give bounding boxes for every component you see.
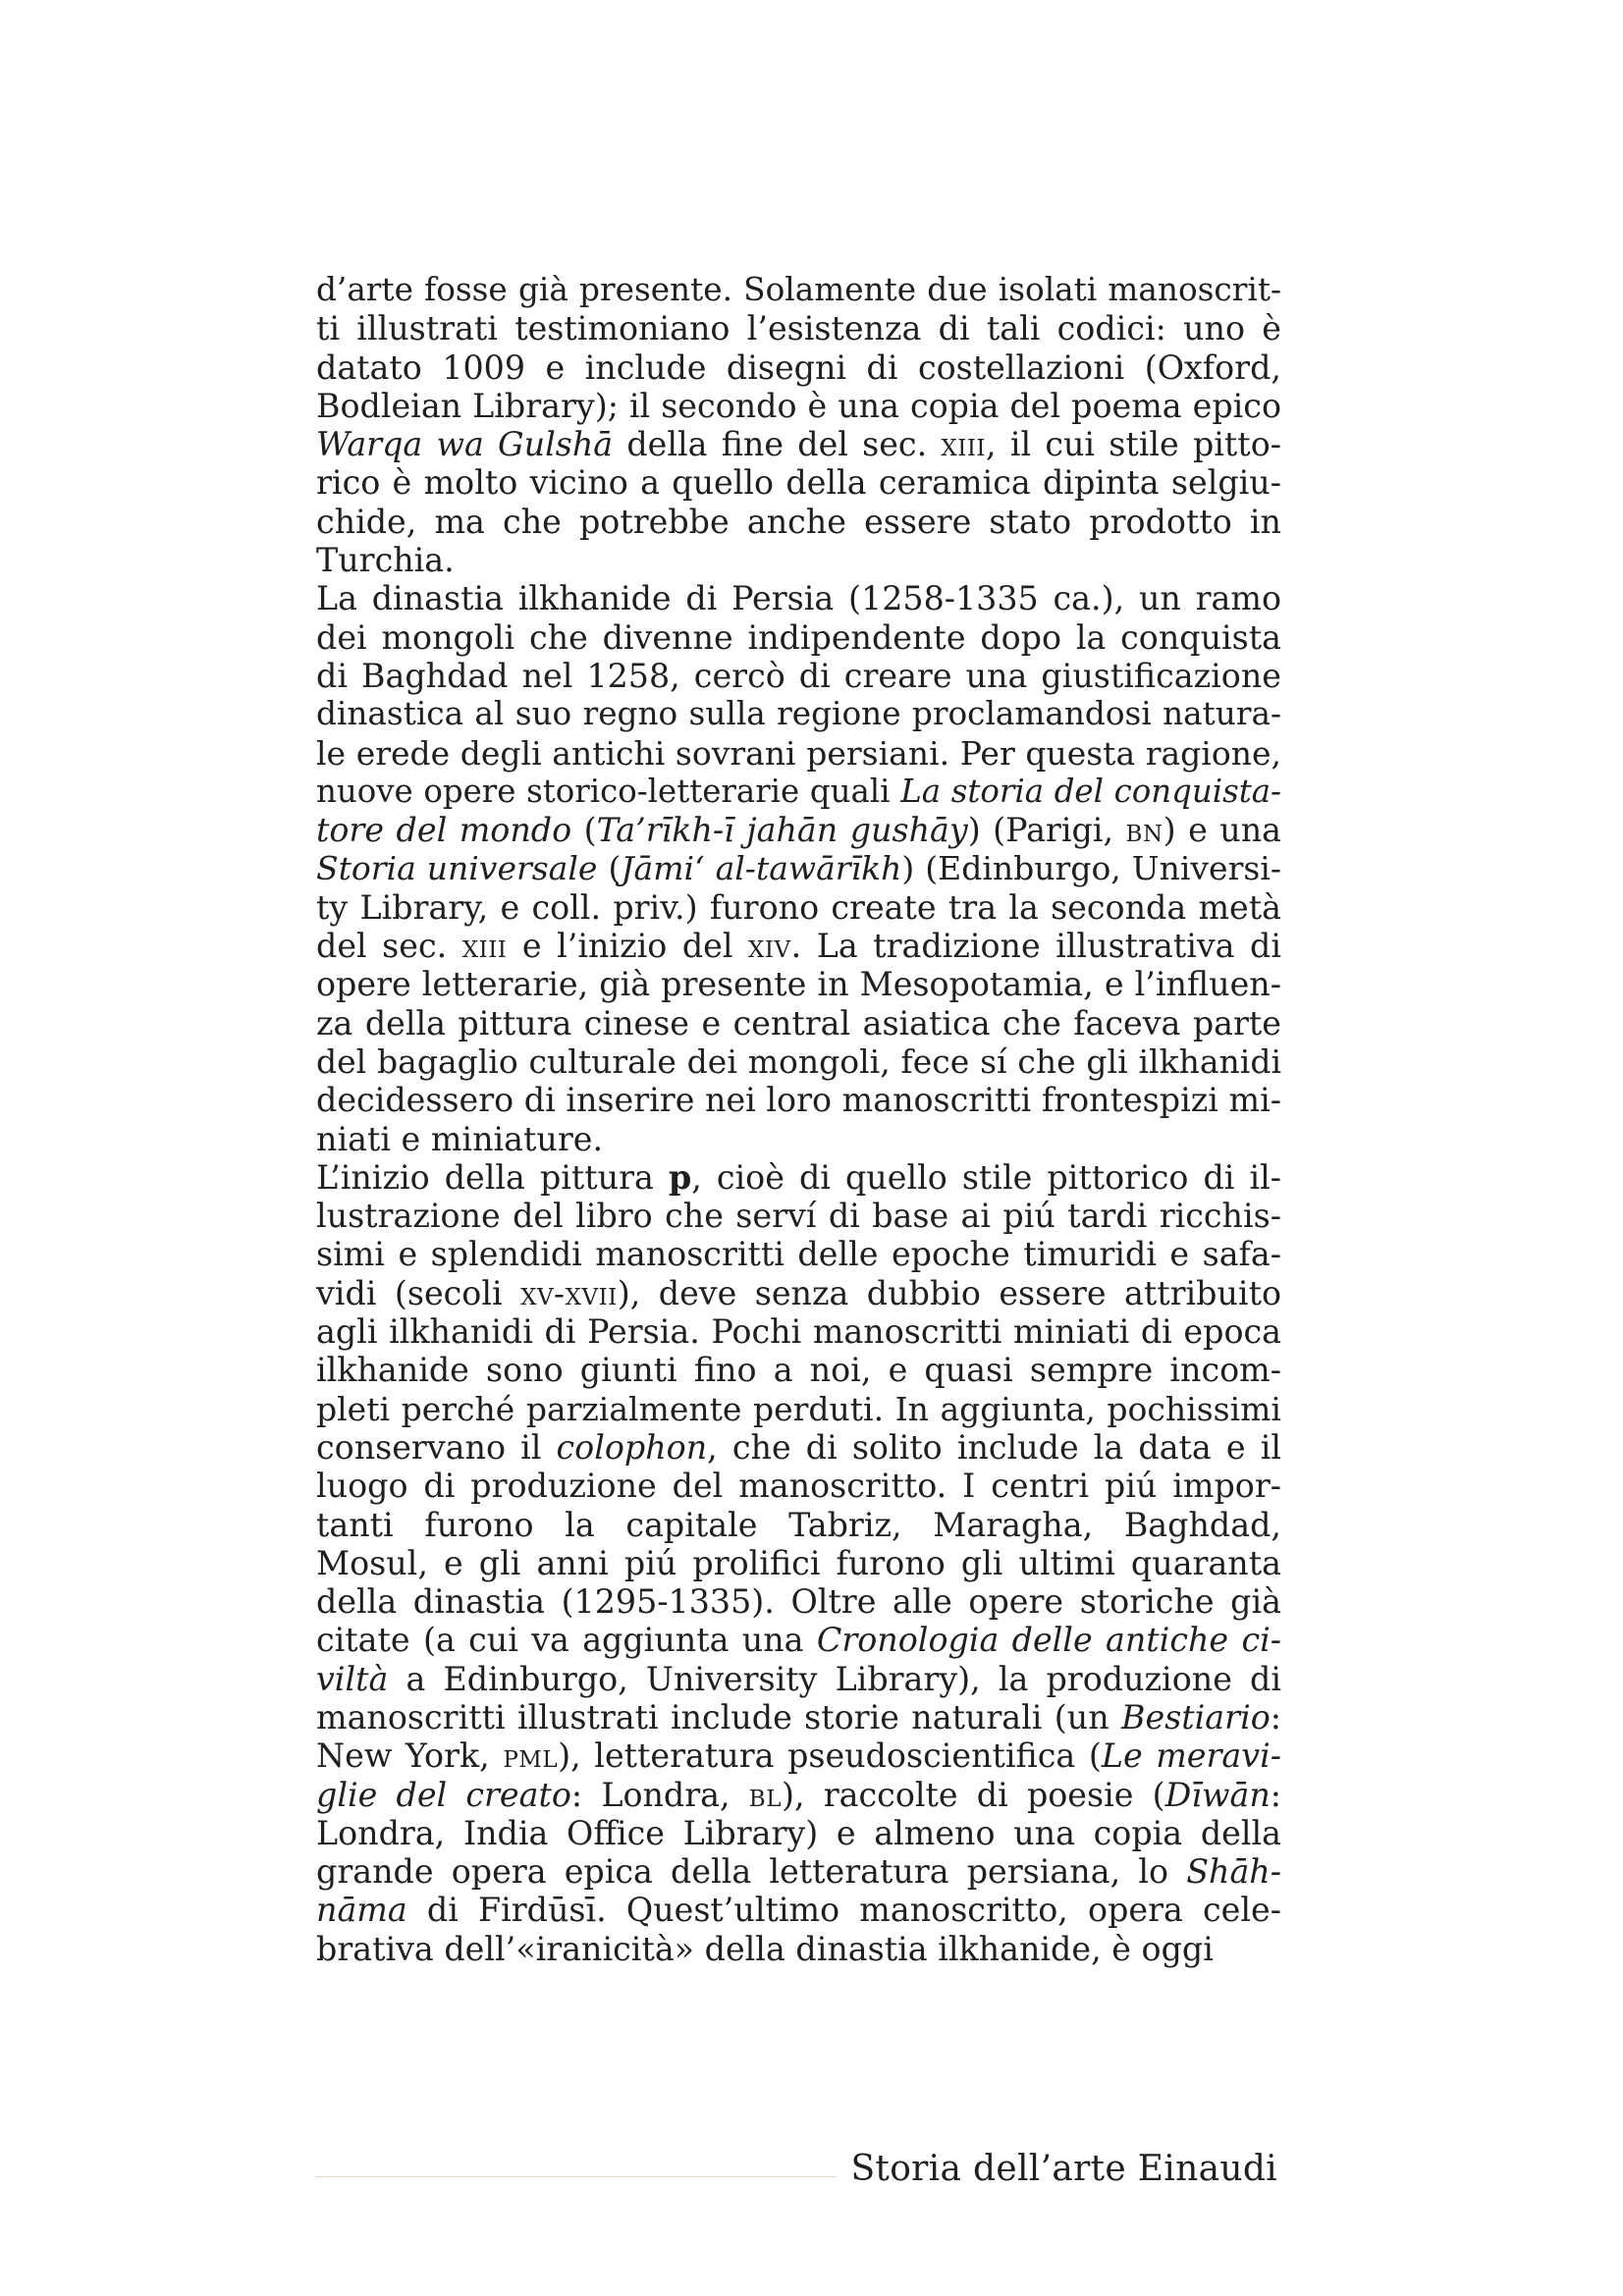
text-line — [316, 965, 1281, 1003]
text-run: ) (Parigi, — [967, 811, 1126, 850]
text-run: ( — [571, 811, 597, 850]
italic-text: glie del creato — [316, 1775, 571, 1814]
text-line — [316, 618, 1281, 657]
text-line — [316, 425, 1281, 463]
text-run: ), raccolte di poesie ( — [781, 1775, 1165, 1814]
text-line — [316, 1660, 1281, 1698]
text-run: Mosul, e gli anni piú prolifici furono gli ultimi quaranta — [316, 1543, 1281, 1582]
paragraph — [316, 271, 1281, 579]
italic-text: Jāmi‘ al-tawārīkh — [621, 849, 902, 888]
text-line — [316, 1698, 1281, 1736]
body-text — [316, 271, 1281, 1968]
text-run: della fine del sec. — [613, 425, 942, 464]
text-run: ), deve senza dubbio essere attribuito — [617, 1273, 1281, 1312]
text-run: La dinastia ilkhanide di Persia (1258-1335 ca.), un ramo — [316, 579, 1281, 618]
small-caps-text: xv-xvii — [520, 1274, 618, 1312]
text-line — [316, 1930, 1281, 1968]
text-run: : — [1270, 1697, 1281, 1736]
text-line — [316, 1582, 1281, 1621]
text-run: ti illustrati testimoniano l’esistenza di tali codici: uno è — [316, 309, 1281, 348]
text-line — [316, 773, 1281, 811]
text-run: del sec. — [316, 927, 462, 966]
text-line — [316, 1506, 1281, 1544]
text-line — [316, 657, 1281, 695]
text-run: opere letterarie, già presente in Mesopotamia, e l’influen- — [316, 965, 1281, 1004]
text-run: Bodleian Library); il secondo è una copia del poema epico — [316, 386, 1281, 425]
text-run: ) e una — [1163, 811, 1282, 850]
text-run: rico è molto vicino a quello della ceramica dipinta selgiu- — [316, 463, 1281, 503]
text-line — [316, 1004, 1281, 1042]
text-run: decidessero di inserire nei loro manoscritti frontespizi mi- — [316, 1081, 1281, 1120]
text-run: agli ilkhanidi di Persia. Pochi manoscritti miniati di epoca — [316, 1312, 1281, 1352]
text-run: pleti perché parzialmente perduti. In aggiunta, pochissimi — [316, 1389, 1281, 1428]
text-run: luogo di produzione del manoscritto. I centri piú impor- — [316, 1467, 1281, 1506]
italic-text: La storia del conquista- — [900, 772, 1281, 810]
text-line — [316, 1428, 1281, 1467]
text-line — [316, 348, 1281, 387]
text-line — [316, 1390, 1281, 1428]
small-caps-text: bl — [748, 1776, 782, 1814]
text-run: d’arte fosse già presente. Solamente due isolati manoscrit- — [316, 271, 1281, 308]
italic-text: Warqa wa Gulshā — [316, 425, 614, 464]
bold-text: p — [668, 1157, 692, 1197]
text-run: , cioè di quello stile pittorico di il- — [691, 1157, 1281, 1197]
text-run: manoscritti illustrati include storie naturali (un — [316, 1697, 1122, 1736]
text-run: a Edinburgo, University Library), la produzione di — [388, 1659, 1281, 1698]
text-line — [316, 387, 1281, 425]
text-run: za della pittura cinese e central asiatica che faceva parte — [316, 1003, 1281, 1042]
paragraph — [316, 1158, 1281, 1968]
text-line — [316, 463, 1281, 502]
text-line — [316, 1081, 1281, 1119]
text-run: simi e splendidi manoscritti delle epoche timuridi e safa- — [316, 1235, 1281, 1274]
text-line — [316, 927, 1281, 965]
paragraph — [316, 579, 1281, 1157]
text-line — [316, 1544, 1281, 1582]
text-run: ilkhanide sono giunti fino a noi, e quasi sempre incom- — [316, 1351, 1281, 1390]
text-run: Turchia. — [316, 541, 455, 580]
text-run: chide, ma che potrebbe anche essere stato prodotto in — [316, 502, 1281, 541]
text-line — [316, 811, 1281, 849]
text-line — [316, 849, 1281, 887]
italic-text: Shāh- — [1186, 1852, 1281, 1892]
text-line — [316, 695, 1281, 733]
italic-text: Dīwān — [1164, 1775, 1271, 1814]
text-run: New York, — [316, 1736, 504, 1776]
small-caps-text: xiv — [748, 928, 791, 966]
italic-text: colophon — [556, 1427, 708, 1467]
italic-text: Cronologia delle antiche ci- — [816, 1621, 1281, 1660]
footer-title: Storia dell’arte Einaudi — [850, 2149, 1277, 2189]
text-run: citate (a cui va aggiunta una — [316, 1621, 817, 1660]
text-line — [316, 541, 1281, 579]
text-run: L’inizio della pittura — [316, 1157, 669, 1197]
text-line — [316, 309, 1281, 347]
text-run: datato 1009 e include disegni di costellazioni (Oxford, — [316, 347, 1281, 387]
italic-text: tore del mondo — [316, 811, 572, 850]
text-line — [316, 1621, 1281, 1659]
italic-text: Storia universale — [316, 849, 598, 888]
text-run: le erede degli antichi sovrani persiani. Per questa ragione, — [316, 733, 1281, 773]
italic-text: Le meravi- — [1101, 1736, 1281, 1776]
text-run: nuove opere storico-letterarie quali — [316, 772, 901, 810]
text-line — [316, 1467, 1281, 1505]
text-run: . La tradizione illustrativa di — [790, 927, 1281, 966]
text-line — [316, 579, 1281, 617]
text-run: ), letteratura pseudoscientifica ( — [558, 1736, 1102, 1776]
text-run: brativa dell’«iranicità» della dinastia ilkhanide, è oggi — [316, 1929, 1214, 1968]
small-caps-text: xiii — [461, 928, 508, 966]
text-line — [316, 888, 1281, 927]
text-line — [316, 1120, 1281, 1158]
italic-text: Ta’rīkh-ī jahān gushāy — [596, 811, 968, 850]
text-run: dinastica al suo regno sulla regione proclamandosi natura- — [316, 695, 1281, 733]
text-line — [316, 1776, 1281, 1814]
small-caps-text: pml — [503, 1737, 559, 1776]
italic-text: nāma — [316, 1891, 407, 1930]
text-run: dei mongoli che divenne indipendente dopo la conquista — [316, 617, 1281, 657]
text-line — [316, 734, 1281, 773]
text-run: niati e miniature. — [316, 1119, 604, 1158]
text-line — [316, 1852, 1281, 1891]
text-line — [316, 271, 1281, 309]
text-run: vidi (secoli — [316, 1273, 521, 1312]
text-run: e l’inizio del — [507, 927, 749, 966]
text-run: di Baghdad nel 1258, cercò di creare una giustificazione — [316, 656, 1281, 695]
text-line — [316, 1351, 1281, 1389]
text-line — [316, 1274, 1281, 1312]
text-run: , che di solito include la data e il — [707, 1427, 1282, 1467]
text-run: lustrazione del libro che serví di base ai piú tardi ricchis- — [316, 1197, 1281, 1236]
text-line — [316, 503, 1281, 541]
text-run: della dinastia (1295-1335). Oltre alle opere storiche già — [316, 1582, 1281, 1622]
footer-rule — [316, 2176, 837, 2177]
text-line — [316, 1736, 1281, 1775]
text-run: ) (Edinburgo, Universi- — [901, 849, 1282, 888]
text-line — [316, 1891, 1281, 1929]
italic-text: viltà — [316, 1659, 389, 1698]
text-line — [316, 1042, 1281, 1081]
text-run: ty Library, e coll. priv.) furono create tra la seconda metà — [316, 887, 1281, 927]
text-line — [316, 1235, 1281, 1273]
text-run: , il cui stile pitto- — [986, 425, 1281, 464]
text-run: di Firdūsī. Quest’ultimo manoscritto, opera cele- — [406, 1891, 1281, 1930]
small-caps-text: xiii — [941, 426, 987, 464]
text-run: grande opera epica della letteratura persiana, lo — [316, 1852, 1187, 1892]
text-run: del bagaglio culturale dei mongoli, fece sí che gli ilkhanidi — [316, 1041, 1281, 1081]
text-line — [316, 1312, 1281, 1351]
italic-text: Bestiario — [1121, 1697, 1271, 1736]
text-run: : Londra, — [570, 1775, 749, 1814]
text-line — [316, 1158, 1281, 1197]
text-line — [316, 1814, 1281, 1852]
text-run: tanti furono la capitale Tabriz, Maragha, Baghdad, — [316, 1505, 1281, 1544]
text-run: conservano il — [316, 1427, 557, 1467]
text-line — [316, 1197, 1281, 1235]
text-run: ( — [597, 849, 622, 888]
text-run: : — [1270, 1775, 1282, 1814]
small-caps-text: bn — [1125, 812, 1163, 850]
text-run: Londra, India Office Library) e almeno una copia della — [316, 1813, 1281, 1852]
